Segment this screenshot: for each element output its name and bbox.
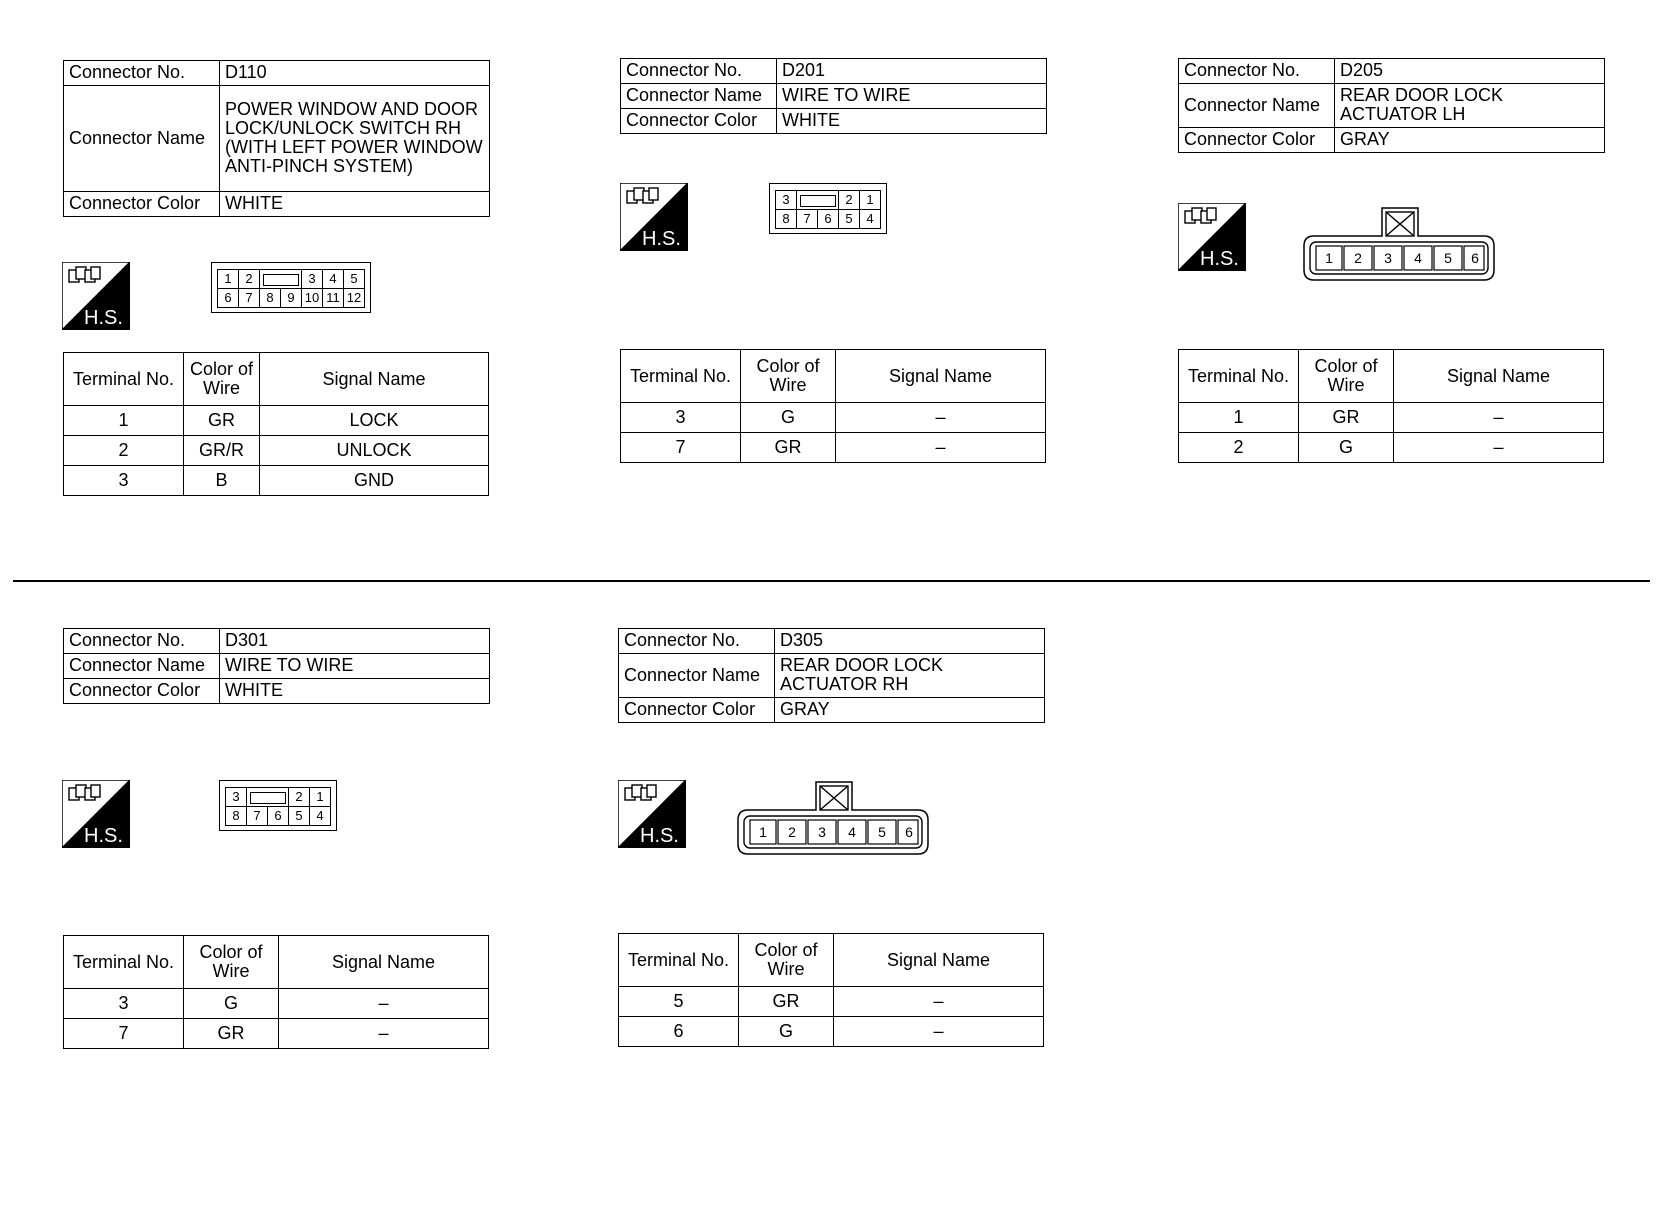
signal-name-header: Signal Name	[836, 350, 1046, 403]
pin: 5	[839, 210, 860, 229]
connector-no-value: D205	[1335, 59, 1605, 84]
connector-face-d201	[769, 183, 887, 234]
hs-label: H.S.	[84, 825, 123, 847]
pin: 7	[247, 807, 268, 826]
signal-cell: –	[836, 433, 1046, 463]
connector-no-label: Connector No.	[619, 629, 775, 654]
connector-d301-info	[63, 628, 490, 704]
connector-no-label: Connector No.	[1179, 59, 1335, 84]
wire-cell: G	[184, 989, 279, 1019]
hs-label: H.S.	[1200, 248, 1239, 270]
signal-cell: –	[834, 1017, 1044, 1047]
pin: 12	[344, 289, 365, 308]
terminal-cell: 2	[64, 436, 184, 466]
connector-color-label: Connector Color	[64, 192, 220, 217]
signal-cell: –	[836, 403, 1046, 433]
signal-cell: –	[834, 987, 1044, 1017]
wire-color-header: Color of Wire	[184, 353, 260, 406]
pin: 2	[289, 788, 310, 807]
connector-color-value: GRAY	[1335, 128, 1605, 153]
connector-d201-info	[620, 58, 1047, 134]
terminal-cell: 2	[1179, 433, 1299, 463]
connector-color-value: GRAY	[775, 698, 1045, 723]
pin: 4	[1414, 250, 1422, 266]
table-row	[1179, 433, 1604, 463]
table-row	[621, 403, 1046, 433]
connector-face-d301	[219, 780, 337, 831]
connector-no-label: Connector No.	[621, 59, 777, 84]
terminal-cell: 7	[64, 1019, 184, 1049]
wire-cell: G	[1299, 433, 1394, 463]
pin: 5	[878, 824, 886, 840]
pin: 8	[226, 807, 247, 826]
pin: 3	[776, 191, 797, 210]
connector-face-d110	[211, 262, 371, 313]
pin: 5	[344, 270, 365, 289]
connector-name-label: Connector Name	[619, 654, 775, 698]
connector-name-value: POWER WINDOW AND DOOR LOCK/UNLOCK SWITCH RH (WITH LEFT POWER WINDOW ANTI-PINCH SYSTEM)	[220, 86, 490, 192]
signal-cell: UNLOCK	[260, 436, 489, 466]
pin: 1	[860, 191, 881, 210]
latch	[247, 788, 289, 807]
connector-color-label: Connector Color	[64, 679, 220, 704]
pin: 4	[848, 824, 856, 840]
terminal-cell: 1	[64, 406, 184, 436]
connector-face-d305	[736, 780, 932, 861]
wire-color-header: Color of Wire	[184, 936, 279, 989]
pin: 6	[905, 824, 913, 840]
pin: 2	[1354, 250, 1362, 266]
connector-name-label: Connector Name	[1179, 84, 1335, 128]
table-row	[64, 989, 489, 1019]
table-row	[64, 436, 489, 466]
terminal-table-d301	[63, 935, 489, 1049]
connector-name-value: WIRE TO WIRE	[777, 84, 1047, 109]
harness-side-icon	[1178, 203, 1246, 271]
signal-cell: –	[279, 1019, 489, 1049]
section-divider	[13, 580, 1650, 582]
table-row	[64, 1019, 489, 1049]
hs-label: H.S.	[640, 825, 679, 847]
pin: 6	[268, 807, 289, 826]
wire-color-header: Color of Wire	[739, 934, 834, 987]
wire-cell: GR	[741, 433, 836, 463]
pin: 3	[818, 824, 826, 840]
pin: 7	[797, 210, 818, 229]
connector-no-label: Connector No.	[64, 61, 220, 86]
connector-color-label: Connector Color	[619, 698, 775, 723]
connector-name-label: Connector Name	[64, 654, 220, 679]
table-row	[619, 1017, 1044, 1047]
wire-cell: GR	[184, 406, 260, 436]
pin: 11	[323, 289, 344, 308]
pin: 1	[1325, 250, 1333, 266]
connector-d110-info	[63, 60, 490, 217]
pin: 2	[788, 824, 796, 840]
wire-color-header: Color of Wire	[741, 350, 836, 403]
pin: 9	[281, 289, 302, 308]
connector-color-value: WHITE	[220, 679, 490, 704]
pin: 3	[302, 270, 323, 289]
connector-info-table	[63, 60, 490, 217]
pin: 8	[776, 210, 797, 229]
connector-color-value: WHITE	[220, 192, 490, 217]
pin: 8	[260, 289, 281, 308]
connector-color-label: Connector Color	[1179, 128, 1335, 153]
terminal-no-header: Terminal No.	[621, 350, 741, 403]
connector-color-label: Connector Color	[621, 109, 777, 134]
harness-side-icon	[620, 183, 688, 251]
connector-d205-info	[1178, 58, 1605, 153]
pin: 4	[860, 210, 881, 229]
terminal-cell: 7	[621, 433, 741, 463]
pin: 6	[218, 289, 239, 308]
signal-name-header: Signal Name	[834, 934, 1044, 987]
wire-color-header: Color of Wire	[1299, 350, 1394, 403]
pin: 4	[323, 270, 344, 289]
table-row	[619, 987, 1044, 1017]
pin: 6	[1471, 250, 1479, 266]
terminal-no-header: Terminal No.	[619, 934, 739, 987]
terminal-table-d110	[63, 352, 489, 496]
terminal-no-header: Terminal No.	[1179, 350, 1299, 403]
connector-name-value: REAR DOOR LOCK ACTUATOR LH	[1335, 84, 1605, 128]
terminal-cell: 5	[619, 987, 739, 1017]
pin: 7	[239, 289, 260, 308]
connector-name-value: REAR DOOR LOCK ACTUATOR RH	[775, 654, 1045, 698]
harness-side-icon	[62, 780, 130, 848]
signal-cell: –	[279, 989, 489, 1019]
pin: 3	[1384, 250, 1392, 266]
terminal-table-d205	[1178, 349, 1604, 463]
pin: 1	[759, 824, 767, 840]
pin-grid	[217, 269, 365, 308]
wire-cell: B	[184, 466, 260, 496]
terminal-table-d305	[618, 933, 1044, 1047]
wire-cell: GR	[739, 987, 834, 1017]
pin: 1	[310, 788, 331, 807]
hs-label: H.S.	[84, 307, 123, 329]
connector-no-value: D201	[777, 59, 1047, 84]
connector-d305-info	[618, 628, 1045, 723]
connector-no-label: Connector No.	[64, 629, 220, 654]
terminal-no-header: Terminal No.	[64, 353, 184, 406]
pin: 3	[226, 788, 247, 807]
pin: 1	[218, 270, 239, 289]
wire-cell: GR/R	[184, 436, 260, 466]
connector-name-label: Connector Name	[621, 84, 777, 109]
pin: 2	[239, 270, 260, 289]
table-row	[64, 406, 489, 436]
connector-name-label: Connector Name	[64, 86, 220, 192]
signal-name-header: Signal Name	[260, 353, 489, 406]
signal-cell: –	[1394, 433, 1604, 463]
pin: 5	[289, 807, 310, 826]
pin: 6	[818, 210, 839, 229]
terminal-table-d201	[620, 349, 1046, 463]
wire-cell: G	[741, 403, 836, 433]
connector-no-value: D305	[775, 629, 1045, 654]
pin: 4	[310, 807, 331, 826]
terminal-cell: 3	[621, 403, 741, 433]
latch	[797, 191, 839, 210]
pin: 5	[1444, 250, 1452, 266]
wire-cell: G	[739, 1017, 834, 1047]
connector-no-value: D110	[220, 61, 490, 86]
pin: 2	[839, 191, 860, 210]
table-row	[621, 433, 1046, 463]
signal-name-header: Signal Name	[279, 936, 489, 989]
terminal-cell: 3	[64, 989, 184, 1019]
connector-color-value: WHITE	[777, 109, 1047, 134]
harness-side-icon	[618, 780, 686, 848]
terminal-cell: 1	[1179, 403, 1299, 433]
wire-cell: GR	[1299, 403, 1394, 433]
connector-name-value: WIRE TO WIRE	[220, 654, 490, 679]
connector-face-d205	[1302, 206, 1498, 287]
terminal-cell: 3	[64, 466, 184, 496]
terminal-cell: 6	[619, 1017, 739, 1047]
table-row	[1179, 403, 1604, 433]
signal-cell: LOCK	[260, 406, 489, 436]
signal-cell: –	[1394, 403, 1604, 433]
hs-label: H.S.	[642, 228, 681, 250]
table-row	[64, 466, 489, 496]
signal-name-header: Signal Name	[1394, 350, 1604, 403]
signal-cell: GND	[260, 466, 489, 496]
wire-cell: GR	[184, 1019, 279, 1049]
pin: 10	[302, 289, 323, 308]
harness-side-icon	[62, 262, 130, 330]
latch	[260, 270, 302, 289]
terminal-no-header: Terminal No.	[64, 936, 184, 989]
connector-no-value: D301	[220, 629, 490, 654]
